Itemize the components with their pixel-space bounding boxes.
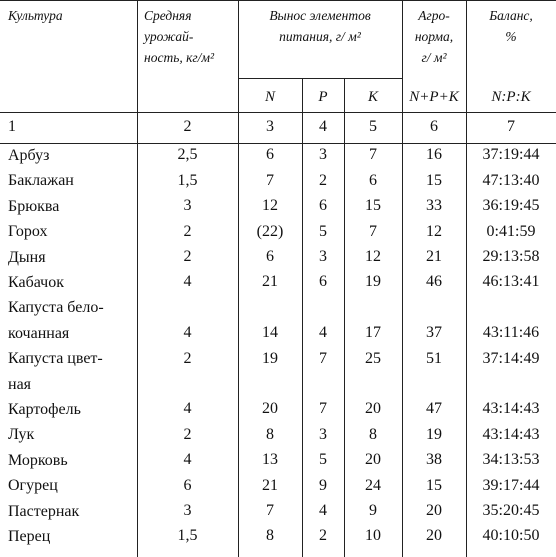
header-bottom-rule xyxy=(0,112,556,113)
yield-cell xyxy=(137,346,238,397)
cell-value: 39:17:44 xyxy=(482,476,540,494)
cell-value: 5 xyxy=(319,222,327,240)
cell-value: 4 xyxy=(183,451,192,469)
crop-name: Кабачок xyxy=(8,273,64,291)
yield-cell xyxy=(137,143,238,168)
cell-value: 3 xyxy=(183,501,192,519)
n-cell xyxy=(238,524,302,549)
balance-cell xyxy=(466,346,556,397)
cell-value: 37:19:44 xyxy=(482,146,540,164)
cell-value: 20 xyxy=(365,451,381,469)
cell-value: 6 xyxy=(319,197,327,215)
crop-name: Картофель xyxy=(8,400,81,418)
agronorm-cell xyxy=(402,194,466,219)
agronorm-cell xyxy=(402,524,466,549)
cell-value: 7 xyxy=(319,350,327,368)
agronorm-cell xyxy=(402,499,466,524)
n-cell xyxy=(238,473,302,498)
n-cell xyxy=(238,397,302,422)
yield-cell xyxy=(137,295,238,346)
p-cell xyxy=(302,270,344,295)
k-cell xyxy=(344,194,402,219)
crop-name-cell xyxy=(8,143,136,168)
n-cell xyxy=(238,295,302,346)
header-balance: Баланс, % xyxy=(489,8,533,44)
cell-value: 6 xyxy=(369,171,377,189)
yield-cell xyxy=(137,448,238,473)
k-cell xyxy=(344,473,402,498)
table-row xyxy=(0,473,556,498)
table-row xyxy=(0,295,556,346)
p-cell xyxy=(302,194,344,219)
p-cell xyxy=(302,295,344,346)
crop-name: Огурец xyxy=(8,477,58,495)
cell-value: 17 xyxy=(365,324,381,342)
cell-value: 19 xyxy=(426,425,442,443)
agronorm-cell xyxy=(402,270,466,295)
table-row xyxy=(0,219,556,244)
cell-value: 12 xyxy=(426,222,442,240)
cell-value: 47 xyxy=(426,400,442,418)
header-removal: Вынос элементов питания, г/ м² xyxy=(269,8,371,44)
k-cell xyxy=(344,397,402,422)
yield-cell xyxy=(137,245,238,270)
cell-value: 7 xyxy=(369,222,377,240)
cell-value: 21 xyxy=(262,273,278,291)
p-cell xyxy=(302,168,344,193)
crop-name: Морковь xyxy=(8,451,68,469)
table-row xyxy=(0,422,556,447)
k-cell xyxy=(344,499,402,524)
cell-value: 19 xyxy=(262,350,278,368)
cell-value: 1,5 xyxy=(177,527,198,545)
subheader-ratio: N:P:K xyxy=(491,89,531,105)
cell-value: 51 xyxy=(426,350,442,368)
cell-value: 7 xyxy=(319,400,327,418)
cell-value: 3 xyxy=(319,146,327,164)
table-row xyxy=(0,194,556,219)
p-cell xyxy=(302,473,344,498)
yield-cell xyxy=(137,499,238,524)
cell-value: 34:13:53 xyxy=(482,451,540,469)
cell-value: 19 xyxy=(365,273,381,291)
crop-name-cell xyxy=(8,473,136,498)
n-cell xyxy=(238,448,302,473)
table-row xyxy=(0,168,556,193)
crop-name: Перец xyxy=(8,527,51,545)
balance-cell xyxy=(466,295,556,346)
balance-cell xyxy=(466,270,556,295)
cell-value: 4 xyxy=(183,324,192,342)
cell-value: 46:13:41 xyxy=(482,273,540,291)
cell-value: 0:41:59 xyxy=(486,222,536,240)
agronorm-cell xyxy=(402,346,466,397)
crop-name-cell xyxy=(8,499,136,524)
n-cell xyxy=(238,245,302,270)
n-cell xyxy=(238,422,302,447)
cell-value: 15 xyxy=(365,197,381,215)
k-cell xyxy=(344,295,402,346)
cell-value: 6 xyxy=(266,146,274,164)
cell-value: 21 xyxy=(426,247,442,265)
yield-cell xyxy=(137,524,238,549)
cell-value: 10 xyxy=(365,527,381,545)
cell-value: 2,5 xyxy=(177,146,198,164)
subheader-k: K xyxy=(367,89,378,105)
yield-cell xyxy=(137,422,238,447)
cell-value: 2 xyxy=(183,247,192,265)
header-agronorm: Агро- норма, г/ м² xyxy=(414,8,454,65)
p-cell xyxy=(302,524,344,549)
agronorm-cell xyxy=(402,143,466,168)
cell-value: 8 xyxy=(369,425,377,443)
n-cell xyxy=(238,499,302,524)
balance-cell xyxy=(466,168,556,193)
table-row xyxy=(0,499,556,524)
cell-value: 2 xyxy=(183,350,192,368)
p-cell xyxy=(302,346,344,397)
crop-name: Капуста бело- xyxy=(8,299,104,317)
table-row xyxy=(0,270,556,295)
cell-value: 6 xyxy=(319,273,327,291)
cell-value: 43:11:46 xyxy=(482,324,540,342)
crop-name: Дыня xyxy=(8,248,46,266)
cell-value: 29:13:58 xyxy=(482,247,540,265)
cell-value: 35:20:45 xyxy=(482,501,540,519)
balance-cell xyxy=(466,422,556,447)
k-cell xyxy=(344,448,402,473)
subheader-n: N xyxy=(264,89,275,105)
agronorm-cell xyxy=(402,448,466,473)
cell-value: 38 xyxy=(426,451,442,469)
cell-value: 9 xyxy=(369,501,377,519)
cell-value: 5 xyxy=(319,451,327,469)
table-row xyxy=(0,245,556,270)
crop-name-cell xyxy=(8,448,136,473)
crop-name: ная xyxy=(8,375,32,393)
cell-value: 1,5 xyxy=(177,171,198,189)
k-cell xyxy=(344,219,402,244)
table-row xyxy=(0,397,556,422)
crop-name: Арбуз xyxy=(8,147,50,164)
p-cell xyxy=(302,143,344,168)
column-number: 4 xyxy=(319,118,327,135)
cell-value: 7 xyxy=(266,501,274,519)
balance-cell xyxy=(466,499,556,524)
cell-value: 4 xyxy=(319,501,327,519)
yield-cell xyxy=(137,397,238,422)
yield-cell xyxy=(137,473,238,498)
crop-name-cell xyxy=(8,168,136,193)
cell-value: 2 xyxy=(183,222,192,240)
cell-value: 3 xyxy=(183,197,192,215)
n-cell xyxy=(238,143,302,168)
cell-value: 8 xyxy=(266,527,274,545)
table-top-rule xyxy=(0,0,556,1)
p-cell xyxy=(302,245,344,270)
cell-value: 16 xyxy=(426,146,442,164)
subheader-p: P xyxy=(318,89,328,105)
crop-name: Баклажан xyxy=(8,172,74,190)
crop-name: Лук xyxy=(8,426,35,444)
agronorm-cell xyxy=(402,397,466,422)
column-number: 6 xyxy=(430,118,438,135)
header-crop: Культура xyxy=(8,8,63,23)
cell-value: 20 xyxy=(426,527,442,545)
k-cell xyxy=(344,346,402,397)
removal-subheader-rule xyxy=(238,78,402,79)
table-row xyxy=(0,448,556,473)
cell-value: 43:14:43 xyxy=(482,425,540,443)
cell-value: 15 xyxy=(426,171,442,189)
n-cell xyxy=(238,346,302,397)
crop-name: Горох xyxy=(8,223,48,241)
agronorm-cell xyxy=(402,168,466,193)
column-number: 5 xyxy=(369,118,377,135)
cell-value: 33 xyxy=(426,197,442,215)
cell-value: 20 xyxy=(426,501,442,519)
cell-value: 20 xyxy=(365,400,381,418)
cell-value: 4 xyxy=(183,400,192,418)
yield-cell xyxy=(137,270,238,295)
balance-cell xyxy=(466,524,556,549)
subheader-npk: N+P+K xyxy=(409,89,459,105)
cell-value: 43:14:43 xyxy=(482,400,540,418)
balance-cell xyxy=(466,194,556,219)
table-row xyxy=(0,346,556,397)
cell-value: 36:19:45 xyxy=(482,197,540,215)
k-cell xyxy=(344,524,402,549)
agronorm-cell xyxy=(402,245,466,270)
cell-value: 15 xyxy=(426,476,442,494)
cell-value: 4 xyxy=(183,273,192,291)
cell-value: 20 xyxy=(262,400,278,418)
cell-value: 37 xyxy=(426,324,442,342)
k-cell xyxy=(344,270,402,295)
cell-value: 25 xyxy=(365,350,381,368)
p-cell xyxy=(302,219,344,244)
yield-cell xyxy=(137,168,238,193)
crop-name-cell xyxy=(8,194,136,219)
k-cell xyxy=(344,143,402,168)
cell-value: 21 xyxy=(262,476,278,494)
column-number: 1 xyxy=(8,118,16,135)
cell-value: 4 xyxy=(319,324,327,342)
table-row xyxy=(0,143,556,168)
cell-value: 8 xyxy=(266,425,274,443)
yield-cell xyxy=(137,219,238,244)
cell-value: 14 xyxy=(262,324,278,342)
cell-value: 7 xyxy=(369,146,377,164)
cell-value: 3 xyxy=(319,425,327,443)
crop-name-cell xyxy=(8,422,136,447)
yield-cell xyxy=(137,194,238,219)
cell-value: 6 xyxy=(266,247,274,265)
p-cell xyxy=(302,499,344,524)
cell-value: 12 xyxy=(365,247,381,265)
column-number: 2 xyxy=(183,118,192,135)
crop-name-cell xyxy=(8,524,136,549)
cell-value: 13 xyxy=(262,451,278,469)
balance-cell xyxy=(466,219,556,244)
crop-name-cell xyxy=(8,295,136,346)
column-number: 7 xyxy=(507,118,515,135)
k-cell xyxy=(344,168,402,193)
crop-name-cell xyxy=(8,270,136,295)
agronorm-cell xyxy=(402,422,466,447)
balance-cell xyxy=(466,397,556,422)
cell-value: 12 xyxy=(262,197,278,215)
balance-cell xyxy=(466,143,556,168)
cell-value: 2 xyxy=(319,527,327,545)
column-number: 3 xyxy=(266,118,274,135)
balance-cell xyxy=(466,448,556,473)
crop-name-cell xyxy=(8,397,136,422)
agronorm-cell xyxy=(402,473,466,498)
cell-value: 7 xyxy=(266,171,274,189)
balance-cell xyxy=(466,473,556,498)
k-cell xyxy=(344,245,402,270)
cell-value: 6 xyxy=(183,476,192,494)
n-cell xyxy=(238,219,302,244)
cell-value: 37:14:49 xyxy=(482,350,540,368)
balance-cell xyxy=(466,245,556,270)
crop-name: кочанная xyxy=(8,324,70,342)
n-cell xyxy=(238,194,302,219)
table-row xyxy=(0,524,556,549)
crop-name: Пастернак xyxy=(8,502,80,520)
cell-value: 47:13:40 xyxy=(482,171,540,189)
n-cell xyxy=(238,270,302,295)
k-cell xyxy=(344,422,402,447)
crop-name: Капуста цвет- xyxy=(8,350,103,368)
p-cell xyxy=(302,422,344,447)
p-cell xyxy=(302,397,344,422)
crop-name-cell xyxy=(8,245,136,270)
cell-value: 9 xyxy=(319,476,327,494)
cell-value: 2 xyxy=(183,425,192,443)
cell-value: 40:10:50 xyxy=(482,527,540,545)
cell-value: 2 xyxy=(319,171,327,189)
crop-name-cell xyxy=(8,346,136,397)
cell-value: (22) xyxy=(256,222,284,240)
table-body xyxy=(0,143,556,549)
crop-name-cell xyxy=(8,219,136,244)
agronorm-cell xyxy=(402,219,466,244)
agronorm-cell xyxy=(402,295,466,346)
p-cell xyxy=(302,448,344,473)
n-cell xyxy=(238,168,302,193)
cell-value: 46 xyxy=(426,273,442,291)
cell-value: 3 xyxy=(319,247,327,265)
header-yield: Средняя урожай- ность, кг/м² xyxy=(144,8,215,65)
crop-name: Брюква xyxy=(8,197,60,215)
cell-value: 24 xyxy=(365,476,381,494)
